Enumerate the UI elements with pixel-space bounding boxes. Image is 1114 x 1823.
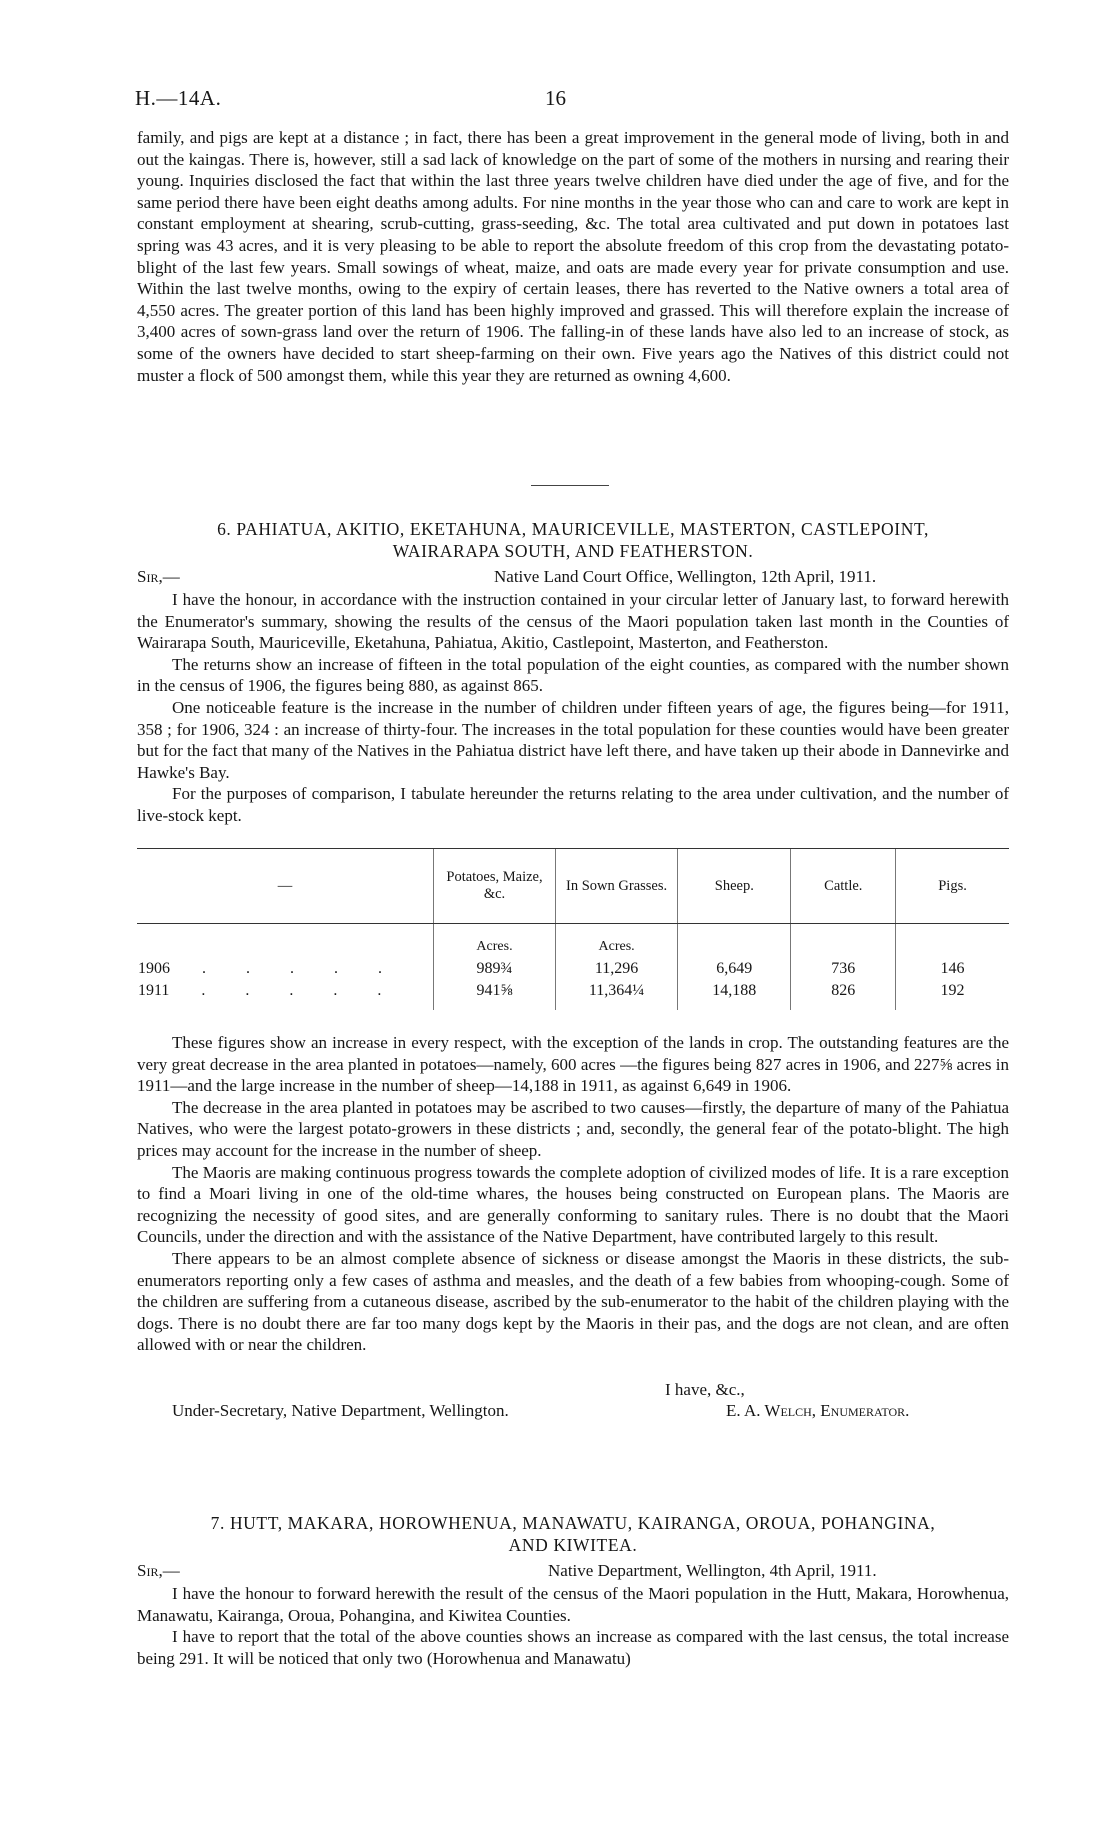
section6-addressee: Under-Secretary, Native Department, Wellington. — [172, 1401, 509, 1420]
section6-paragraph: The Maoris are making continuous progress towards the complete adoption of civilized modes of life. It is a rare exception to find a Moari living in one of the old-time whares, the houses being constructed on European plans. The Maoris are recognizing the necessity of good sites, and are generally conforming to sanitary rules. There is no doubt that the Maori Councils, under the direction and with the assistance of the Native Department, have contributed largely to this result. — [137, 1162, 1009, 1247]
section7-paragraph: I have to report that the total of the above counties shows an increase as compared with the last census, the total increase being 291. It will be noticed that only two (Horowhenua and Manawatu) — [137, 1627, 1009, 1668]
table-cell-grasses: 11,296 — [556, 958, 678, 980]
table-header-grasses: In Sown Grasses. — [556, 849, 678, 924]
table-cell-sheep: 6,649 — [678, 958, 791, 980]
section6-closing: I have, &c., — [665, 1380, 745, 1399]
livestock-table — [137, 848, 1009, 1010]
section7-heading-line2: AND KIWITEA. — [508, 1535, 638, 1555]
section6-body — [137, 589, 1009, 827]
table-cell-sheep: 14,188 — [678, 980, 791, 1010]
table-unit-cell — [896, 924, 1009, 959]
table-row — [137, 958, 1009, 980]
table-cell-grasses: 11,364¼ — [556, 980, 678, 1010]
section7-salutation: Sir,— — [137, 1561, 180, 1580]
table-unit-cell: Acres. — [556, 924, 678, 959]
section-divider — [531, 485, 609, 486]
section6-address: Native Land Court Office, Wellington, 12th April, 1911. — [494, 567, 877, 586]
table-unit-cell — [791, 924, 896, 959]
table-header-sheep: Sheep. — [678, 849, 791, 924]
table-cell-pigs: 192 — [896, 980, 1009, 1010]
section7-address: Native Department, Wellington, 4th April, 1911. — [548, 1561, 877, 1580]
intro-paragraph-block — [137, 127, 1009, 386]
table-header-row — [137, 849, 1009, 924]
section6-body-continued — [137, 1032, 1009, 1356]
section6-paragraph: I have the honour, in accordance with the instruction contained in your circular letter of January last, to forward herewith the Enumerator's summary, showing the results of the census of the Maori population taken last month in the Counties of Wairarapa South, Mauriceville, Eketahuna, Pahiatua, Akitio, Castlepoint, Masterton, and Featherston. — [137, 590, 1009, 653]
table-unit-row — [137, 924, 1009, 959]
table-cell-pigs: 146 — [896, 958, 1009, 980]
section6-heading — [137, 518, 1009, 562]
table-unit-cell — [137, 924, 433, 959]
section6-paragraph: For the purposes of comparison, I tabulate hereunder the returns relating to the area under cultivation, and the number of live-stock kept. — [137, 784, 1009, 825]
section6-signature: E. A. Welch, Enumerator. — [726, 1401, 910, 1420]
section6-heading-line1: 6. PAHIATUA, AKITIO, EKETAHUNA, MAURICEVILLE, MASTERTON, CASTLEPOINT, — [217, 519, 929, 539]
page-number: 16 — [545, 86, 566, 110]
table-header-label: — — [137, 849, 433, 924]
section6-paragraph: These figures show an increase in every respect, with the exception of the lands in crop. The outstanding features are the very great decrease in the area planted in potatoes—namely, 600 acres —the figures being 827 acres in 1906, and 227⅝ acres in 1911—and the large increase in the number of sheep—14,188 in 1911, as against 6,649 in 1906. — [137, 1033, 1009, 1096]
section7-heading — [137, 1512, 1009, 1556]
table-header-potatoes: Potatoes, Maize, &c. — [433, 849, 555, 924]
section6-paragraph: The decrease in the area planted in potatoes may be ascribed to two causes—firstly, the departure of many of the Pahiatua Natives, who were the largest potato-growers in these districts ; and, secondly, the general fear of the potato-blight. The high prices may account for the increase in the number of sheep. — [137, 1097, 1009, 1160]
section6-paragraph: The returns show an increase of fifteen in the total population of the eight counties, as compared with the number shown in the census of 1906, the figures being 880, as against 865. — [137, 654, 1009, 696]
table-cell-cattle: 736 — [791, 958, 896, 980]
section6-paragraph: One noticeable feature is the increase in the number of children under fifteen years of age, the figures being—for 1911, 358 ; for 1906, 324 : an increase of thirty-four. The increases in the total population for these counties would have been greater but for the fact that many of the Natives in the Pahiatua district have left there, and have taken up their abode in Dannevirke and Hawke's Bay. — [137, 697, 1009, 782]
table-row — [137, 980, 1009, 1010]
table-unit-cell — [678, 924, 791, 959]
section6-salutation: Sir,— — [137, 567, 180, 586]
section6-paragraph: There appears to be an almost complete absence of sickness or disease amongst the Maoris in these districts, the sub-enumerators reporting only a few cases of asthma and measles, and the death of a few babies from whooping-cough. Some of the children are suffering from a cutaneous disease, ascribed by the sub-enumerator to the habit of the children playing with the dogs. There is no doubt there are far too many dogs kept by the Maoris in their pas, and the dogs are not clean, and are often allowed with or near the children. — [137, 1248, 1009, 1355]
table-header-cattle: Cattle. — [791, 849, 896, 924]
table-unit-cell: Acres. — [433, 924, 555, 959]
section7-heading-line1: 7. HUTT, MAKARA, HOROWHENUA, MANAWATU, KAIRANGA, OROUA, POHANGINA, — [210, 1513, 936, 1533]
table-header-pigs: Pigs. — [896, 849, 1009, 924]
table-row-year: 1911 . . . . . — [138, 982, 400, 999]
table-cell-cattle: 826 — [791, 980, 896, 1010]
section7-paragraph: I have the honour to forward herewith the result of the census of the Maori population in the Hutt, Makara, Horowhenua, Manawatu, Kairanga, Oroua, Pohangina, and Kiwitea Counties. — [137, 1584, 1009, 1625]
table-cell-potatoes: 941⅝ — [433, 980, 555, 1010]
section6-heading-line2: WAIRARAPA SOUTH, AND FEATHERSTON. — [392, 541, 754, 561]
section7-body — [137, 1583, 1009, 1669]
document-reference: H.—14A. — [135, 86, 222, 110]
table-cell-potatoes: 989¾ — [433, 958, 555, 980]
table-row-year: 1906 . . . . . — [138, 960, 400, 977]
intro-paragraph: family, and pigs are kept at a distance ; in fact, there has been a great improvement in the general mode of living, both in and out the kaingas. There is, however, still a sad lack of knowledge on the part of some of the mothers in nursing and rearing their young. Inquiries disclosed the fact that within the last three years twelve children have died under the age of five, and for the same period there have been eight deaths among adults. For nine months in the year those who can and care to work are kept in constant employment at shearing, scrub-cutting, grass-seeding, &c. The total area cultivated and put down in potatoes last spring was 43 acres, and it is very pleasing to be able to report the absolute freedom of this crop from the devastating potato-blight of the last few years. Small sowings of wheat, maize, and oats are made every year for private consumption and use. Within the last twelve months, owing to the expiry of certain leases, there has reverted to the Native owners a total area of 4,550 acres. The greater portion of this land has been highly improved and grassed. This will therefore explain the increase of 3,400 acres of sown-grass land over the return of 1906. The falling-in of these lands have also led to an increase of stock, as some of the owners have decided to start sheep-farming on their own. Five years ago the Natives of this district could not muster a flock of 500 amongst them, while this year they are returned as owning 4,600. — [137, 128, 1009, 385]
